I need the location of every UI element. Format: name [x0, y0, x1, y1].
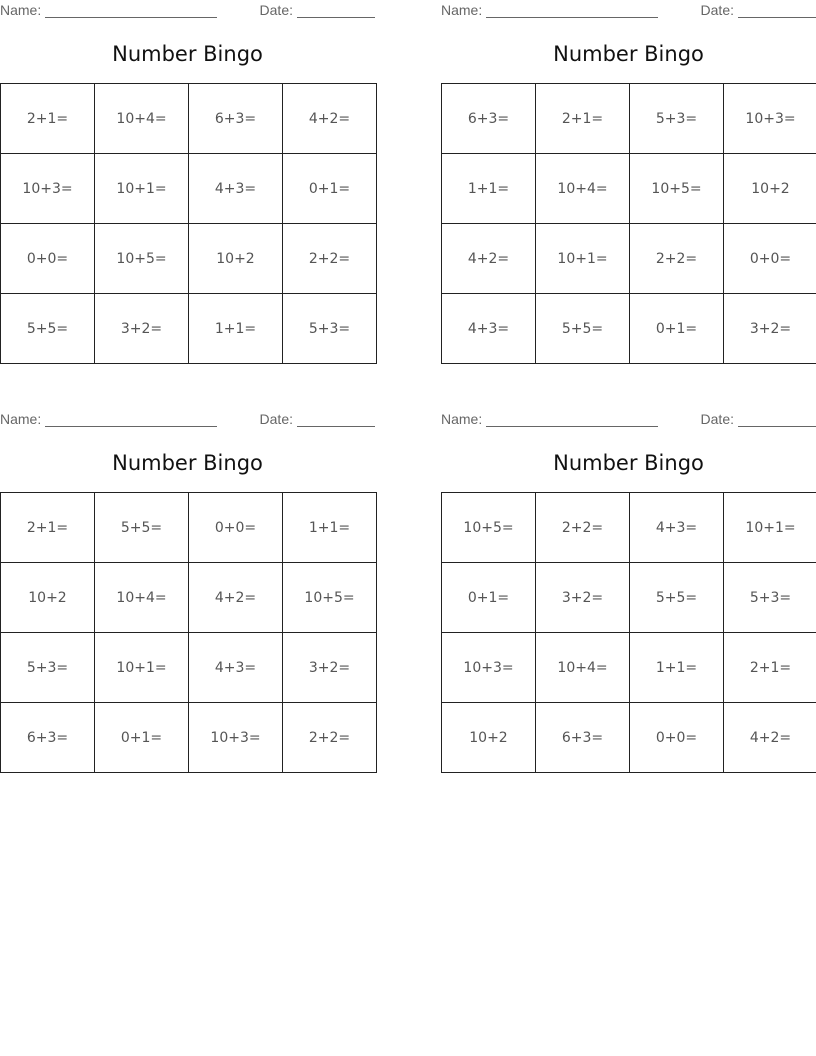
grid-row [1, 84, 377, 154]
grid-row [1, 294, 377, 364]
bingo-cell: 5+5= [95, 493, 189, 563]
bingo-cell: 10+4= [536, 154, 630, 224]
bingo-cell: 10+3= [1, 154, 95, 224]
bingo-grid [0, 492, 377, 773]
bingo-cell: 0+1= [283, 154, 377, 224]
bingo-cell: 1+1= [442, 154, 536, 224]
grid-row [442, 563, 816, 633]
grid-row [442, 703, 816, 773]
bingo-cell: 10+3= [189, 703, 283, 773]
bingo-card [0, 0, 375, 380]
card-title: Number Bingo [553, 451, 704, 475]
bingo-grid [441, 492, 816, 773]
bingo-cell: 1+1= [630, 633, 724, 703]
name-blank-line [45, 412, 217, 427]
bingo-cell: 10+4= [95, 84, 189, 154]
bingo-cell: 10+2 [1, 563, 95, 633]
card-title: Number Bingo [553, 42, 704, 66]
bingo-cell: 4+3= [630, 493, 724, 563]
bingo-cell: 1+1= [283, 493, 377, 563]
bingo-cell: 10+1= [95, 633, 189, 703]
date-blank-line [297, 412, 375, 427]
bingo-card [441, 0, 816, 380]
bingo-cell: 4+3= [442, 294, 536, 364]
name-field [0, 411, 217, 427]
bingo-cell: 6+3= [442, 84, 536, 154]
bingo-cell: 4+3= [189, 154, 283, 224]
card-title: Number Bingo [112, 451, 263, 475]
name-date-header [441, 2, 816, 20]
grid-row [442, 154, 816, 224]
name-label: Name: [441, 2, 483, 18]
bingo-cell: 2+1= [1, 84, 95, 154]
bingo-cell: 2+2= [283, 703, 377, 773]
bingo-cell: 10+4= [536, 633, 630, 703]
name-label: Name: [441, 411, 483, 427]
bingo-cell: 10+5= [630, 154, 724, 224]
date-field [260, 411, 375, 427]
bingo-cell: 3+2= [536, 563, 630, 633]
bingo-cell: 5+3= [724, 563, 816, 633]
bingo-cell: 2+1= [1, 493, 95, 563]
name-label: Name: [0, 2, 42, 18]
date-blank-line [738, 3, 816, 18]
date-blank-line [297, 3, 375, 18]
bingo-cell: 10+2 [442, 703, 536, 773]
bingo-cell: 2+2= [630, 224, 724, 294]
grid-row [442, 633, 816, 703]
bingo-cell: 4+3= [189, 633, 283, 703]
bingo-cell: 10+3= [724, 84, 816, 154]
bingo-cell: 2+1= [536, 84, 630, 154]
bingo-cell: 5+3= [1, 633, 95, 703]
bingo-cell: 10+1= [536, 224, 630, 294]
bingo-cell: 0+1= [95, 703, 189, 773]
bingo-cell: 5+5= [630, 563, 724, 633]
grid-row [1, 154, 377, 224]
date-label: Date: [700, 2, 734, 18]
bingo-cell: 1+1= [189, 294, 283, 364]
grid-row [1, 224, 377, 294]
bingo-cell: 2+1= [724, 633, 816, 703]
date-field [260, 2, 375, 18]
grid-row [442, 294, 816, 364]
bingo-cell: 2+2= [536, 493, 630, 563]
bingo-card [0, 409, 375, 789]
bingo-cell: 5+3= [283, 294, 377, 364]
bingo-cell: 10+2 [189, 224, 283, 294]
bingo-cell: 10+5= [283, 563, 377, 633]
bingo-cell: 3+2= [95, 294, 189, 364]
bingo-cell: 0+0= [630, 703, 724, 773]
bingo-cell: 5+5= [536, 294, 630, 364]
date-label: Date: [700, 411, 734, 427]
date-label: Date: [259, 2, 293, 18]
bingo-card [441, 409, 816, 789]
grid-row [1, 493, 377, 563]
name-field [441, 2, 658, 18]
card-title: Number Bingo [112, 42, 263, 66]
name-blank-line [486, 3, 658, 18]
bingo-grid [441, 83, 816, 364]
grid-row [1, 563, 377, 633]
bingo-cell: 6+3= [536, 703, 630, 773]
grid-row [1, 633, 377, 703]
date-blank-line [738, 412, 816, 427]
bingo-cell: 10+5= [442, 493, 536, 563]
bingo-grid [0, 83, 377, 364]
bingo-cell: 0+0= [189, 493, 283, 563]
bingo-cell: 10+4= [95, 563, 189, 633]
name-blank-line [45, 3, 217, 18]
date-field [701, 411, 816, 427]
bingo-cell: 5+5= [1, 294, 95, 364]
name-field [0, 2, 217, 18]
bingo-cell: 6+3= [1, 703, 95, 773]
name-date-header [0, 2, 375, 20]
grid-row [1, 703, 377, 773]
bingo-cell: 4+2= [442, 224, 536, 294]
bingo-cell: 6+3= [189, 84, 283, 154]
bingo-cell: 10+2 [724, 154, 816, 224]
bingo-cell: 2+2= [283, 224, 377, 294]
grid-row [442, 493, 816, 563]
name-blank-line [486, 412, 658, 427]
bingo-cell: 4+2= [189, 563, 283, 633]
bingo-cell: 0+1= [630, 294, 724, 364]
name-label: Name: [0, 411, 42, 427]
grid-row [442, 84, 816, 154]
bingo-cell: 5+3= [630, 84, 724, 154]
name-field [441, 411, 658, 427]
bingo-cell: 0+1= [442, 563, 536, 633]
date-field [701, 2, 816, 18]
name-date-header [441, 411, 816, 429]
bingo-cell: 3+2= [283, 633, 377, 703]
bingo-cell: 10+3= [442, 633, 536, 703]
bingo-cell: 3+2= [724, 294, 816, 364]
bingo-cell: 0+0= [724, 224, 816, 294]
bingo-cell: 10+1= [95, 154, 189, 224]
grid-row [442, 224, 816, 294]
bingo-cell: 4+2= [724, 703, 816, 773]
bingo-cell: 0+0= [1, 224, 95, 294]
date-label: Date: [259, 411, 293, 427]
name-date-header [0, 411, 375, 429]
bingo-cell: 4+2= [283, 84, 377, 154]
bingo-cell: 10+1= [724, 493, 816, 563]
bingo-cell: 10+5= [95, 224, 189, 294]
